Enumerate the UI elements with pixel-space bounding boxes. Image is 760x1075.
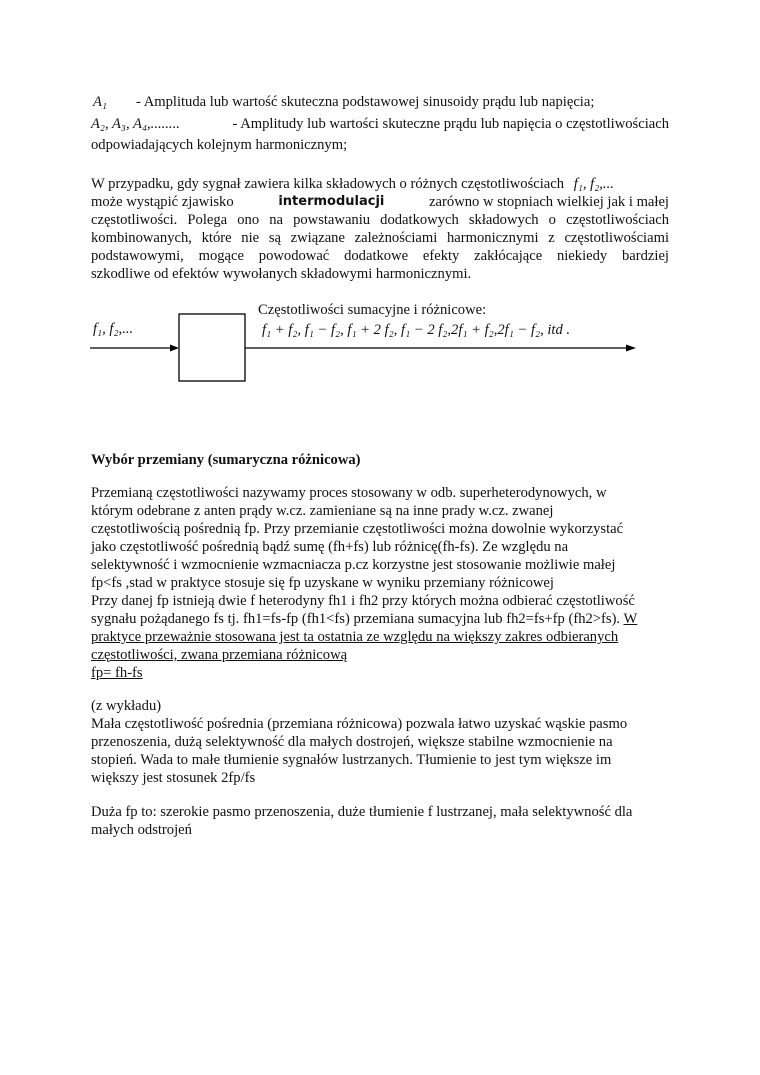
p1-line-3: częstotliwością pośrednią fp. Przy przemianie częstotliwości można dowolnie wykorzystać	[91, 521, 624, 537]
p1-line-2: którym odebrane z anten prądy w.cz. zamieniane są na inne prady w.cz. zwanej	[91, 503, 554, 519]
intermod-line-1-text: W przypadku, gdy sygnał zawiera kilka składowych o różnych częstotliwościach	[91, 176, 565, 192]
input-arrow-head	[170, 345, 179, 352]
p1-line-9: praktyce przeważnie stosowana jest ta ostatnia ze względu na większy zakres odbieranych	[91, 629, 619, 645]
p1-line-6: fp<fs ,stad w praktyce stosuje się fp uzyskane w wyniku przemiany różnicowej	[91, 575, 554, 591]
p1-line-8-underlined: W	[623, 611, 638, 627]
an-definition: - Amplitudy lub wartości skuteczne prądu lub napięcia o częstotliwościach	[232, 116, 669, 132]
intermodulation-term: intermodulacji	[278, 194, 385, 209]
p1-line-8-text: sygnału pożądanego fs tj. fh1=fs-fp (fh1<fs) przemiana sumacyjna lub fh2=fs+fp (fh2>fs).	[91, 611, 621, 627]
p1-line-8	[91, 610, 637, 628]
p3-line-2: małych odstrojeń	[91, 822, 192, 838]
p1-line-4: jako częstotliwość pośrednią bądź sumę (fh+fs) lub różnicę(fh-fs). Ze względu na	[91, 539, 569, 555]
a1-symbol: A₁	[93, 94, 107, 110]
p2-line-1: Mała częstotliwość pośrednia (przemiana różnicowa) pozwala łatwo uzyskać wąskie pasmo	[91, 716, 628, 732]
fp-formula: fp= fh-fs	[91, 665, 143, 681]
intermod-line-6: szkodliwe od efektów wywołanych składowymi harmonicznymi.	[91, 266, 472, 282]
intermod-line-2-post: zarówno w stopniach wielkiej jak i małej	[429, 194, 669, 210]
p2-line-4: większy jest stosunek 2fp/fs	[91, 770, 256, 786]
diagram-output-title: Częstotliwości sumacyjne i różnicowe:	[258, 302, 487, 318]
lecture-reference: (z wykładu)	[91, 698, 162, 714]
output-arrow-head	[626, 345, 636, 352]
p2-line-3: stopień. Wada to małe tłumienie sygnałów lustrzanych. Tłumienie to jest tym większe im	[91, 752, 612, 768]
intermodulation-diagram	[0, 0, 760, 400]
p1-line-5: selektywność i wzmocnienie wzmacniacza p.cz korzystne jest stosowanie możliwie małej	[91, 557, 616, 573]
section-heading: Wybór przemiany (sumaryczna różnicowa)	[91, 452, 361, 468]
intermod-freq-list: f₁, f₂,...	[573, 176, 614, 192]
an-definition-cont: odpowiadających kolejnym harmonicznym;	[91, 137, 348, 153]
intermod-line-2-pre: może wystąpić zjawisko	[91, 194, 234, 210]
intermod-line-4: kombinowanych, które nie są związane zależnościami harmonicznymi z częstotliwościami	[91, 230, 669, 246]
intermod-line-5: podstawowymi, mogące powodować dodatkowe efekty zakłócające niekiedy bardziej	[91, 248, 669, 264]
diagram-output-formula: f₁ + f₂, f₁ − f₂, f₁ + 2 f₂, f₁ − 2 f₂,2f₁ + f₂,2f₁ − f₂, itd .	[262, 322, 571, 338]
diagram-input-label: f₁, f₂,...	[93, 321, 134, 337]
p1-line-7: Przy danej fp istnieją dwie f heterodyny fh1 i fh2 przy których można odbierać częstotliwość	[91, 593, 635, 609]
a1-definition: - Amplituda lub wartość skuteczna podstawowej sinusoidy prądu lub napięcia;	[136, 94, 595, 110]
an-symbols: A₂, A₃, A₄,........	[91, 116, 180, 132]
p1-line-10: częstotliwości, zwana przemiana różnicową	[91, 647, 348, 663]
p1-line-1: Przemianą częstotliwości nazywamy proces stosowany w odb. superheterodynowych, w	[91, 485, 607, 501]
nonlinear-block	[179, 314, 245, 381]
p3-line-1: Duża fp to: szerokie pasmo przenoszenia, duże tłumienie f lustrzanej, mała selektywność dla	[91, 804, 633, 820]
intermod-line-3: częstotliwości. Polega ono na powstawaniu dodatkowych składowych o częstotliwościach	[91, 212, 669, 228]
p2-line-2: przenoszenia, dużą selektywność dla małych dostrojeń, większe stabilne wzmocnienie na	[91, 734, 613, 750]
